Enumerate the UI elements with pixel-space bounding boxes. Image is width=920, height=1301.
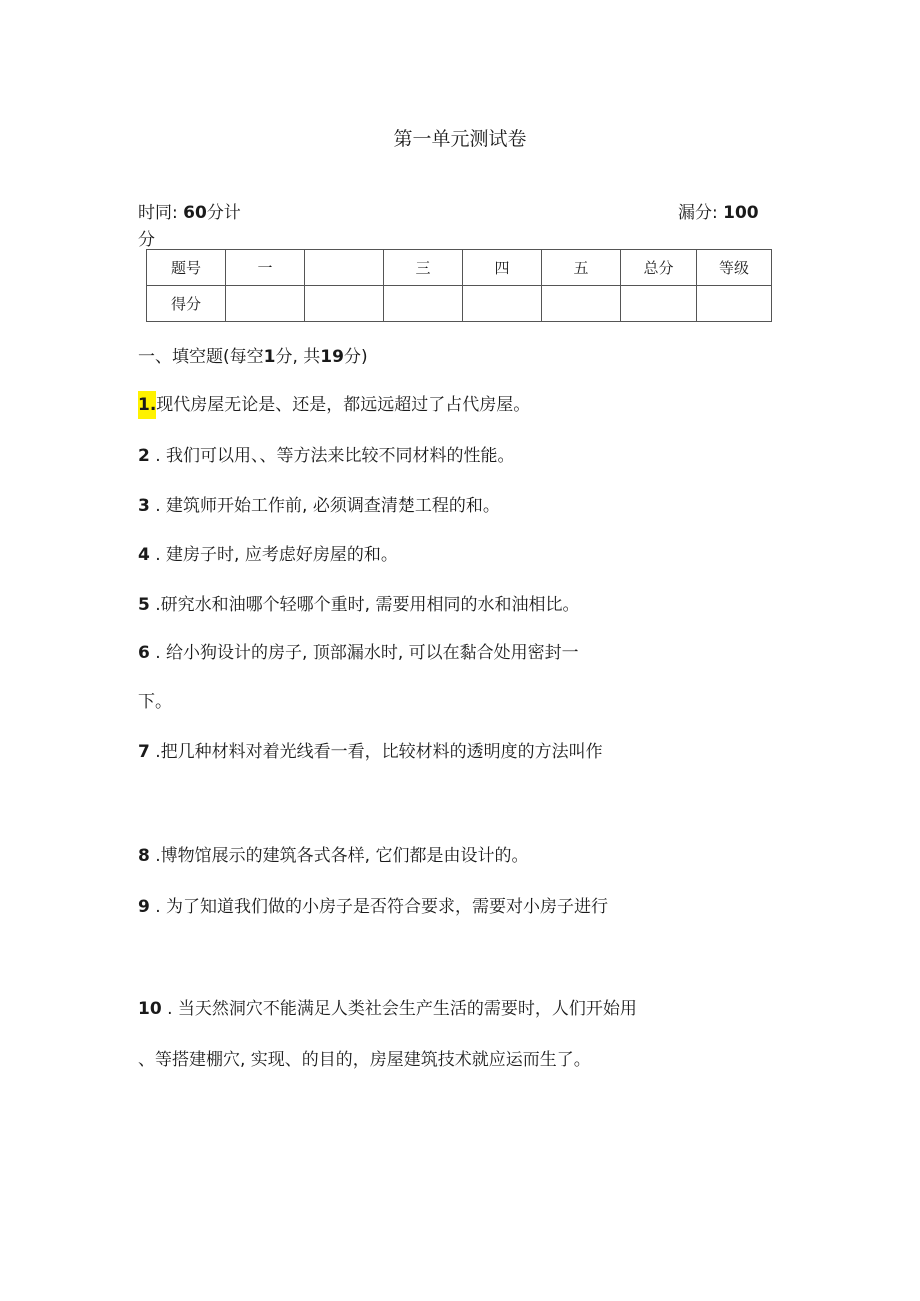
- time-label: 时同:: [138, 203, 178, 223]
- score-table-header: 三: [384, 250, 463, 286]
- score-table-score-row: [147, 286, 772, 322]
- question-number: 5: [138, 595, 150, 615]
- question-item: [138, 737, 603, 762]
- question-text: .博物馆展示的建筑各式各样, 它们都是由设计的。: [149, 846, 529, 866]
- score-value: 100: [723, 203, 759, 223]
- score-cell: [463, 286, 542, 322]
- question-number: 8: [138, 846, 150, 866]
- question-text: 现代房屋无论是、还是，都远远超过了占代房屋。: [156, 395, 531, 415]
- question-text: .研究水和油哪个轻哪个重时, 需要用相同的水和油相比。: [149, 595, 580, 615]
- exam-time-unit: 分: [138, 230, 155, 250]
- score-label: 漏分:: [678, 203, 718, 223]
- score-table-header: 五: [542, 250, 621, 286]
- question-text: . 当天然洞穴不能满足人类社会生产生活的需要时，人们开始用: [161, 999, 637, 1019]
- section-mid: 分, 共: [275, 347, 321, 367]
- score-table-header: [305, 250, 384, 286]
- question-item: [138, 441, 515, 466]
- score-cell: [697, 286, 772, 322]
- question-item: [138, 540, 398, 565]
- score-cell: [621, 286, 697, 322]
- question-item: [138, 994, 637, 1019]
- question-item: [138, 491, 500, 516]
- question-continuation: 下。: [138, 692, 172, 712]
- page-title: 第一单元测试卷: [393, 128, 527, 150]
- full-score: [678, 198, 759, 223]
- score-row-label: 得分: [147, 286, 226, 322]
- time-unit-a: 分计: [206, 203, 241, 223]
- question-item: [138, 841, 528, 866]
- score-table-header: 一: [226, 250, 305, 286]
- section-heading: [138, 342, 368, 367]
- question-number: 9: [138, 897, 150, 917]
- section-suffix: 分): [343, 347, 368, 367]
- question-text: . 建筑师开始工作前, 必须调查清楚工程的和。: [149, 496, 500, 516]
- question-text: . 给小狗设计的房子, 顶部漏水时, 可以在黏合处用密封一: [149, 643, 579, 663]
- score-table-header: 总分: [621, 250, 697, 286]
- section-per-blank: 1: [263, 347, 276, 367]
- exam-time: [138, 198, 241, 223]
- question-text: .把几种材料对着光线看一看，比较材料的透明度的方法叫作: [149, 742, 603, 762]
- time-value: 60: [183, 203, 207, 223]
- question-number: 6: [138, 643, 150, 663]
- score-cell: [305, 286, 384, 322]
- question-number: 2: [138, 446, 150, 466]
- score-table-header: 四: [463, 250, 542, 286]
- score-table-header-row: [147, 250, 772, 286]
- question-text: . 建房子时, 应考虑好房屋的和。: [149, 545, 398, 565]
- question-number: 4: [138, 545, 150, 565]
- question-text: . 为了知道我们做的小房子是否符合要求，需要对小房子进行: [149, 897, 609, 917]
- score-table-header: 题号: [147, 250, 226, 286]
- question-number: 3: [138, 496, 150, 516]
- question-continuation: 、等搭建棚穴, 实现、的目的，房屋建筑技术就应运而生了。: [138, 1050, 591, 1070]
- section-prefix: 一、填空题(每空: [138, 347, 264, 367]
- score-table: [146, 249, 772, 322]
- score-cell: [226, 286, 305, 322]
- question-item: [138, 590, 579, 615]
- score-table-header: 等级: [697, 250, 772, 286]
- question-number: 10: [138, 999, 162, 1019]
- question-item: [138, 892, 608, 917]
- question-text: . 我们可以用、、等方法来比较不同材料的性能。: [149, 446, 515, 466]
- score-cell: [542, 286, 621, 322]
- question-number: 7: [138, 742, 150, 762]
- section-total: 19: [320, 347, 344, 367]
- score-cell: [384, 286, 463, 322]
- question-item: [138, 638, 579, 663]
- question-item: [138, 390, 530, 419]
- question-number: 1.: [138, 391, 156, 419]
